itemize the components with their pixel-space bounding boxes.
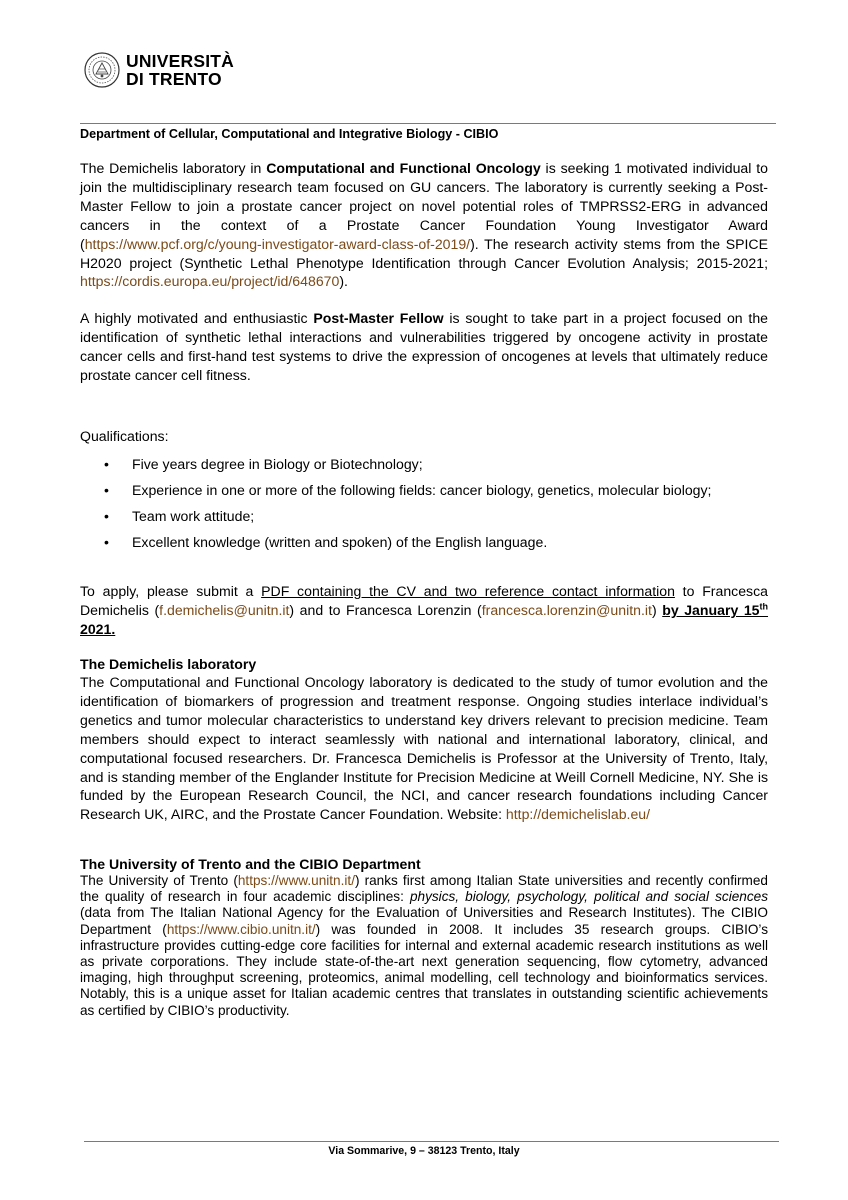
- lab-paragraph: [80, 673, 768, 824]
- footer-address: Via Sommarive, 9 – 38123 Trento, Italy: [328, 1145, 520, 1157]
- intro-text-1: The Demichelis laboratory in: [80, 160, 267, 176]
- unitn-link[interactable]: https://www.unitn.it/: [237, 873, 355, 888]
- cordis-project-link[interactable]: https://cordis.europa.eu/project/id/648670: [80, 273, 340, 290]
- header-divider: [80, 123, 776, 124]
- list-item: • Experience in one or more of the following fields: cancer biology, genetics, molecular biology;: [104, 481, 764, 507]
- intro-lab-name: Computational and Functional Oncology: [266, 160, 541, 176]
- university-heading: The University of Trento and the CIBIO Department: [80, 856, 421, 872]
- position-text-1: A highly motivated and enthusiastic: [80, 310, 314, 326]
- list-item: • Team work attitude;: [104, 507, 764, 533]
- pcf-award-link[interactable]: https://www.pcf.org/c/young-investigator-award-class-of-2019/: [84, 235, 471, 252]
- apply-text-2: to Francesca Demichelis (: [80, 583, 768, 618]
- lab-heading: The Demichelis laboratory: [80, 656, 257, 672]
- university-logo: [84, 52, 234, 88]
- university-text-4: ) was founded in 2008. It includes 35 research groups. CIBIO’s infrastructure provides cutting-edge core facilities for internal and external academic research institutions as well as private corporations. They include state-of-the-art next generation sequencing, flow cytometry, advanced imaging, high throughput screening, proteomics, animal modelling, cell technology and bioinformatics services. Notably, this is a unique asset for Italian academic centres that translates in outstanding scientific achievements as certified by CIBIO’s productivity.: [80, 921, 768, 1018]
- university-text-2: ) ranks first among Italian State universities and recently confirmed the quality of research in four academic disciplines:: [80, 873, 768, 905]
- university-seal-icon: [84, 52, 120, 88]
- university-text-1: The University of Trento (: [80, 873, 238, 888]
- department-title: Department of Cellular, Computational and Integrative Biology - CIBIO: [80, 127, 499, 141]
- demichelis-email-link[interactable]: f.demichelis@unitn.it: [159, 601, 290, 618]
- apply-paragraph: [80, 582, 768, 639]
- lorenzin-email-link[interactable]: francesca.lorenzin@unitn.it: [481, 601, 652, 618]
- list-item: • Excellent knowledge (written and spoken) of the English language.: [104, 533, 764, 559]
- deadline-suffix: th: [759, 601, 769, 612]
- position-title: Post-Master Fellow: [313, 310, 444, 326]
- apply-text-1: To apply, please submit a: [80, 583, 262, 599]
- intro-text-2: is seeking 1 motivated individual to join the multidisciplinary research team focused on GU cancers. The laboratory is currently seeking a Post-Master Fellow to join a prostate cancer project on novel potential roles of TMPRSS2-ERG in advanced cancers in the context of a Prostate Cancer Foundation Young Investigator Award (: [80, 160, 768, 252]
- intro-paragraph: [80, 159, 768, 291]
- university-paragraph: [80, 873, 768, 1019]
- apply-text-3: ) and to Francesca Lorenzin (: [289, 601, 482, 618]
- university-wordmark: [126, 52, 234, 88]
- university-text-3: (data from The Italian National Agency for the Evaluation of Universities and Research Institutes). The CIBIO Department (: [80, 905, 768, 937]
- cibio-link[interactable]: https://www.cibio.unitn.it/: [166, 921, 316, 937]
- academic-disciplines: physics, biology, psychology, political and social sciences: [409, 889, 769, 905]
- lab-text: The Computational and Functional Oncology laboratory is dedicated to the study of tumor evolution and the identification of biomarkers of progression and treatment response. Ongoing studies interlace individual’s genetics and tumor molecular characteristics to understand key drivers relevant to precision medicine. Team members should expect to interact seamlessly with national and international laboratory, clinical, and computational focused researchers. Dr. Francesca Demichelis is Professor at the University of Trento, Italy, and is standing member of the Englander Institute for Precision Medicine at Weill Cornell Medicine, NY. She is funded by the European Research Council, the NCI, and cancer research foundations including Cancer Research UK, AIRC, and the Prostate Cancer Foundation. Website:: [80, 674, 768, 823]
- list-item: • Five years degree in Biology or Biotechnology;: [104, 455, 764, 481]
- qualifications-title: Qualifications:: [80, 428, 169, 444]
- apply-text-4: ): [651, 601, 663, 618]
- wordmark-line-2: DI TRENTO: [126, 69, 222, 89]
- deadline-date: by January 15: [662, 601, 760, 618]
- wordmark-line-1: UNIVERSITÀ: [126, 51, 234, 71]
- qualifications-list: [104, 455, 764, 559]
- lab-website-link[interactable]: http://demichelislab.eu/: [505, 806, 651, 823]
- intro-text-3: ). The research activity stems from the SPICE H2020 project (Synthetic Lethal Phenotype Identification through Cancer Evolution Analysis; 2015-2021;: [80, 235, 768, 271]
- position-text-2: is sought to take part in a project focused on the identification of synthetic lethal interactions and vulnerabilities triggered by oncogene activity in prostate cancer cells and first-hand test systems to drive the expression of oncogenes at levels that ultimately reduce prostate cancer cell fitness.: [80, 310, 768, 383]
- application-requirements: PDF containing the CV and two reference contact information: [261, 583, 675, 599]
- deadline-year: 2021.: [80, 620, 116, 637]
- intro-text-4: ).: [339, 273, 348, 290]
- position-paragraph: [80, 309, 768, 385]
- footer-divider: [84, 1141, 779, 1142]
